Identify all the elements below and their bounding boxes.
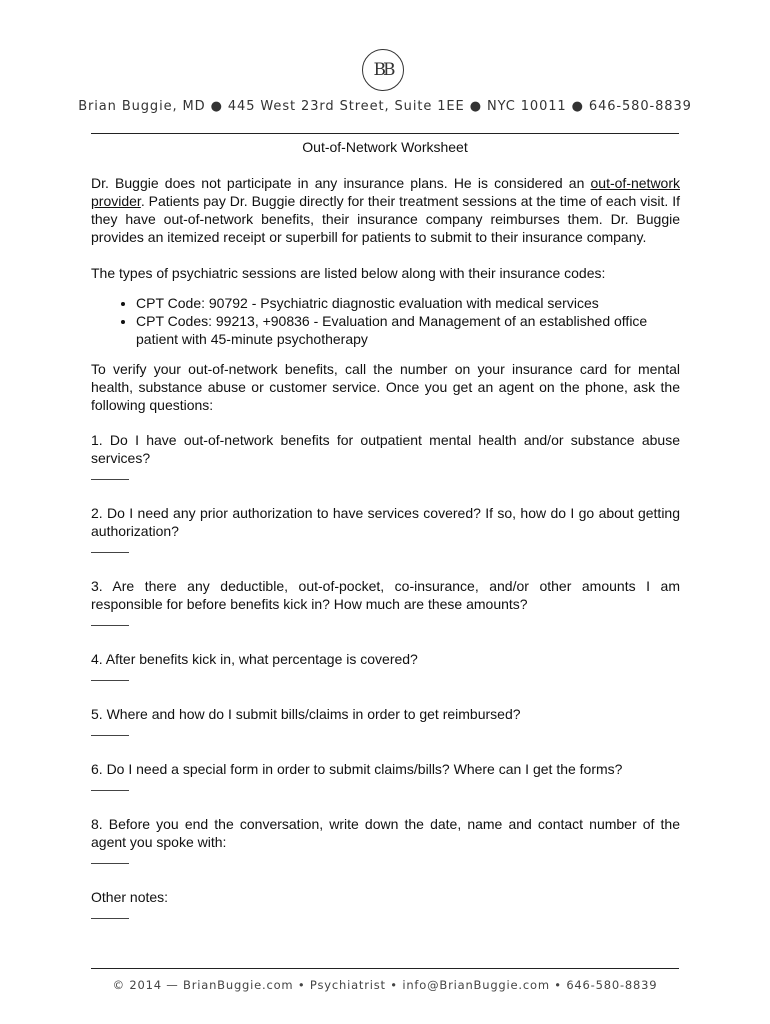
- bb-logo: BB: [362, 49, 404, 91]
- answer-blank-3: [91, 625, 129, 626]
- intro-text-2: . Patients pay Dr. Buggie directly for their treatment sessions at the time of each visit. If they have out-of-network benefits, their insurance company reimburses them. Dr. Buggie provides an itemized receipt or superbill for patients to submit to their insurance company.: [91, 193, 680, 245]
- question-5: 5. Where and how do I submit bills/claims in order to get reimbursed?: [91, 706, 521, 722]
- question-3: 3. Are there any deductible, out-of-pocket, co-insurance, and/or other amounts I am responsible for before benefits kick in? How much are these amounts?: [91, 578, 680, 612]
- question-8: 8. Before you end the conversation, write down the date, name and contact number of the agent you spoke with:: [91, 816, 680, 850]
- cpt-code-item: • CPT Codes: 99213, +90836 - Evaluation and Management of an established office patient with 45-minute psychotherapy: [136, 312, 680, 348]
- intro-paragraph: [91, 174, 680, 246]
- answer-blank-4: [91, 680, 129, 681]
- letterhead: Brian Buggie, MD ● 445 West 23rd Street, Suite 1EE ● NYC 10011 ● 646-580-8839: [78, 99, 692, 114]
- answer-blank-5: [91, 735, 129, 736]
- verify-instructions: To verify your out-of-network benefits, call the number on your insurance card for mental health, substance abuse or customer service. Once you get an agent on the phone, ask the following questions:: [91, 361, 680, 413]
- answer-blank-notes: [91, 918, 129, 919]
- document-body: [91, 174, 680, 943]
- answer-blank-6: [91, 790, 129, 791]
- session-types-intro: The types of psychiatric sessions are listed below along with their insurance codes:: [91, 265, 606, 281]
- answer-blank-1: [91, 479, 129, 480]
- other-notes-label: Other notes:: [91, 889, 169, 905]
- question-2: 2. Do I need any prior authorization to have services covered? If so, how do I go about getting authorization?: [91, 505, 680, 539]
- answer-blank-8: [91, 863, 129, 864]
- footer: © 2014 — BrianBuggie.com • Psychiatrist • info@BrianBuggie.com • 646-580-8839: [112, 978, 658, 992]
- question-6: 6. Do I need a special form in order to submit claims/bills? Where can I get the forms?: [91, 761, 623, 777]
- question-1: 1. Do I have out-of-network benefits for outpatient mental health and/or substance abuse services?: [91, 432, 680, 466]
- intro-text-1: Dr. Buggie does not participate in any insurance plans. He is considered an: [91, 175, 591, 191]
- header-rule: [91, 133, 679, 134]
- out-of-network-provider-term: out-of-network provider: [91, 175, 680, 209]
- answer-blank-2: [91, 552, 129, 553]
- cpt-code-list: [91, 294, 680, 348]
- footer-rule: [91, 968, 679, 969]
- cpt-code-item: • CPT Code: 90792 - Psychiatric diagnostic evaluation with medical services: [136, 294, 680, 312]
- question-4: 4. After benefits kick in, what percentage is covered?: [91, 651, 418, 667]
- page-title: Out-of-Network Worksheet: [302, 139, 468, 155]
